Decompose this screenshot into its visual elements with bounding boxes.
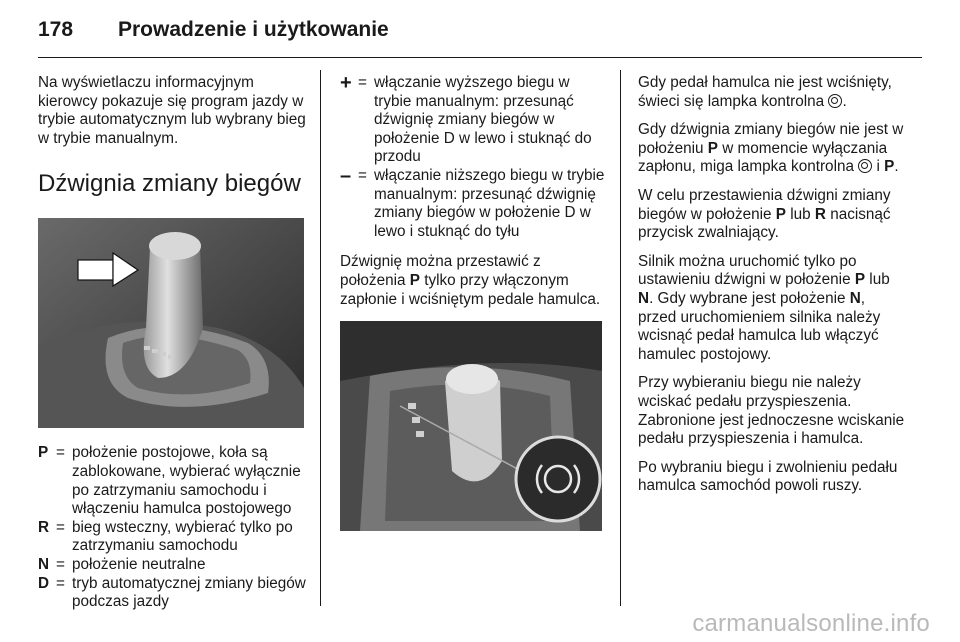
section-heading: Dźwignia zmiany biegów [38, 170, 301, 198]
text-run: P [884, 158, 895, 176]
list-item [38, 556, 306, 575]
column-divider [320, 70, 321, 606]
definition-text: włączanie niższego biegu w trybie manualnym: przesunąć dźwignię zmiany biegów w położenie D w lewo i stuknąć do tyłu [374, 166, 605, 240]
text-run: w momencie wyłączania zapłonu, miga lampka kontrolna [638, 139, 888, 176]
paragraph [638, 187, 906, 243]
definition-eq: = [56, 444, 65, 462]
definition-eq: = [56, 555, 65, 573]
definition-text: bieg wsteczny, wybierać tylko po zatrzymaniu samochodu [72, 518, 293, 555]
definition-eq: = [358, 74, 367, 91]
text-run: P [707, 139, 718, 157]
text-run: N [638, 289, 650, 307]
page-number: 178 [38, 18, 74, 41]
definition-text: włączanie wyższego biegu w trybie manualnym: przesunąć dźwignię zmiany biegów w położenie D w lewo i stuknąć do przodu [374, 74, 592, 166]
definition-eq: = [56, 518, 65, 536]
brake-warning-lamp-icon [828, 94, 842, 108]
text-run: . Gdy wybrane jest położenie [649, 289, 850, 307]
text-run: nacisnąć przycisk zwalniający. [638, 205, 891, 242]
text-run: Gdy dźwignia zmiany biegów nie jest w położeniu [638, 121, 904, 157]
page-header [38, 10, 389, 50]
brake-lamp-photo [340, 321, 602, 531]
text-run: i [872, 158, 885, 176]
definition-key: R [38, 518, 50, 536]
text-run: Silnik można uruchomić tylko po ustawieniu dźwigni w położenie [638, 252, 857, 289]
text-run: P [409, 271, 420, 289]
minus-icon: – [340, 164, 352, 187]
text-run: lub [865, 271, 890, 289]
text-run: lub [785, 205, 815, 223]
text-run: W celu przestawienia dźwigni zmiany biegów w położenie [638, 186, 891, 223]
column-divider [620, 70, 621, 606]
column-left [38, 74, 306, 612]
plus-icon: + [340, 72, 352, 94]
paragraph [638, 253, 906, 365]
site-watermark: carmanualsonline.info [692, 610, 930, 637]
column-middle [340, 74, 606, 531]
definition-eq: = [358, 166, 367, 184]
running-title: Prowadzenie i użytkowanie [118, 18, 389, 41]
definition-key: N [38, 555, 50, 573]
list-item [38, 519, 306, 556]
header-rule [38, 57, 922, 58]
text-run: R [814, 205, 826, 223]
text-run: P [854, 271, 866, 289]
text-run: P [775, 205, 786, 223]
text-run: N [849, 289, 861, 307]
list-item [38, 444, 306, 518]
text-run: , przed uruchomieniem silnika należy wcisnąć pedał hamulca lub włączyć hamulec postojowy. [638, 289, 881, 363]
paragraph [638, 74, 906, 111]
list-item [340, 164, 606, 241]
definition-eq: = [56, 574, 65, 592]
definition-key: D [38, 574, 50, 592]
text-run: Dźwignię można przestawić z położenia [340, 253, 541, 289]
gear-positions-list [38, 444, 306, 611]
text-run: . [842, 92, 847, 110]
definition-key: P [38, 444, 49, 462]
paragraph [638, 121, 906, 177]
paragraph: Po wybraniu biegu i zwolnieniu pedału hamulca samochód powoli ruszy. [638, 458, 898, 495]
lever-paragraph [340, 253, 606, 309]
column-right [638, 74, 906, 506]
text-run: Gdy pedał hamulca nie jest wciśnięty, świeci się lampka kontrolna [638, 74, 892, 110]
paragraph: Przy wybieraniu biegu nie należy wciskać pedału przyspieszenia. Zabronione jest jednoczesne wciskanie pedału przyspieszenia i hamulca. [638, 374, 905, 448]
gear-lever-photo [38, 218, 304, 428]
list-item [38, 575, 306, 612]
text-run: . [894, 158, 899, 176]
definition-text: położenie neutralne [72, 555, 206, 573]
intro-paragraph: Na wyświetlaczu informacyjnym kierowcy pokazuje się program jazdy w trybie automatycznym lub wybrany bieg w trybie manualnym. [38, 74, 306, 147]
list-item [340, 74, 606, 167]
manual-mode-list [340, 74, 606, 241]
definition-text: położenie postojowe, koła są zablokowane, wybierać wyłącznie po zatrzymaniu samochodu i włączeniu hamulca postojowego [72, 444, 301, 518]
definition-text: tryb automatycznej zmiany biegów podczas jazdy [72, 574, 306, 611]
brake-warning-lamp-icon [858, 159, 872, 173]
text-run: tylko przy włączonym zapłonie i wciśniętym pedale hamulca. [340, 271, 601, 308]
